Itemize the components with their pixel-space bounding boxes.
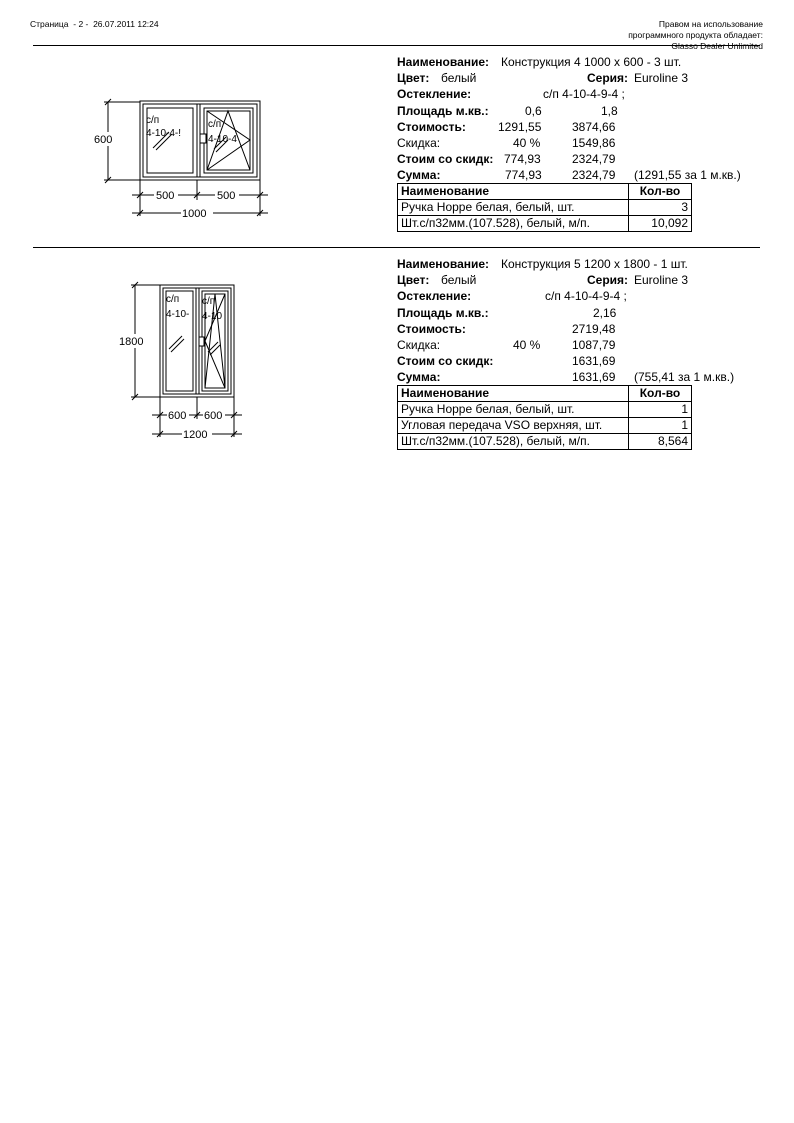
item-qty: 1 [629, 418, 692, 434]
construction-4-drawing [90, 92, 280, 227]
total-width-dim-label: 1200 [183, 429, 208, 441]
sum-label: Сумма: [397, 370, 441, 385]
rights-notice [533, 19, 763, 52]
disc-cost-row [397, 354, 767, 370]
turn-opening-lines [205, 294, 225, 388]
area-row [397, 104, 767, 120]
left-glass-label: с/п [166, 294, 180, 305]
name-row [397, 55, 767, 71]
name-value: Конструкция 5 1200 х 1800 - 1 шт. [501, 257, 688, 271]
table-row [398, 200, 692, 216]
sum-label: Сумма: [397, 168, 441, 183]
area-total: 2,16 [593, 305, 617, 320]
item-name: Ручка Hoppe белая, белый, шт. [398, 402, 629, 418]
sum-note: (1291,55 за 1 м.кв.) [634, 168, 741, 183]
sum-note: (755,41 за 1 м.кв.) [634, 370, 735, 385]
right-glass-spec: 4-10-4 [208, 134, 237, 145]
part1-dim-label: 600 [168, 410, 187, 422]
color-value: белый [441, 273, 477, 288]
construction-5-accessories-table [397, 385, 692, 450]
color-row [397, 71, 767, 87]
rights-line-3: Glasso Dealer Unlimited [671, 41, 763, 51]
rights-line-2: программного продукта обладает: [628, 30, 763, 40]
part1-dim-label: 500 [156, 190, 175, 202]
name-label: Наименование: [397, 55, 490, 69]
left-glass-label: с/п [146, 115, 160, 126]
discount-total: 1087,79 [572, 337, 616, 352]
glazing-value: с/п 4-10-4-9-4 ; [545, 289, 627, 304]
right-glass-label: с/п [202, 296, 216, 307]
item-name: Шт.с/п32мм.(107.528), белый, м/п. [398, 434, 629, 450]
sum-total: 1631,69 [572, 370, 616, 385]
sum-unit: 774,93 [505, 168, 542, 183]
item-qty: 1 [629, 402, 692, 418]
header-divider [33, 45, 760, 46]
item-qty: 8,564 [629, 434, 692, 450]
table-header-row [398, 386, 692, 402]
name-label: Наименование: [397, 257, 490, 271]
series-label: Серия: [587, 273, 629, 288]
table-header-row [398, 184, 692, 200]
series-label: Серия: [587, 71, 629, 86]
rights-line-1: Правом на использование [658, 19, 763, 29]
glazing-value: с/п 4-10-4-9-4 ; [543, 87, 625, 102]
area-label: Площадь м.кв.: [397, 103, 489, 118]
height-dim-label: 600 [94, 134, 113, 146]
name-value: Конструкция 4 1000 х 600 - 3 шт. [501, 55, 682, 69]
col-header-qty: Кол-во [629, 184, 692, 200]
disc-cost-total: 2324,79 [572, 152, 616, 167]
color-value: белый [441, 71, 477, 86]
glazing-row [397, 289, 767, 305]
col-header-name: Наименование [398, 184, 629, 200]
discount-percent: 40 % [513, 135, 541, 150]
cost-row [397, 322, 767, 338]
area-total: 1,8 [601, 103, 618, 118]
total-width-dim-label: 1000 [182, 208, 207, 220]
height-dim-label: 1800 [119, 336, 144, 348]
table-row [398, 434, 692, 450]
cost-row [397, 120, 767, 136]
discount-row [397, 136, 767, 152]
discount-total: 1549,86 [572, 135, 616, 150]
left-glass-spec: 4-10- [166, 309, 190, 320]
sum-total: 2324,79 [572, 168, 616, 183]
series-value: Euroline 3 [634, 71, 689, 86]
construction-4-accessories-table [397, 183, 692, 232]
col-header-qty: Кол-во [629, 386, 692, 402]
page-info: Страница - 2 - 26.07.2011 12:24 [30, 19, 159, 29]
item-name: Шт.с/п32мм.(107.528), белый, м/п. [398, 216, 629, 232]
glazing-row [397, 87, 767, 103]
discount-label: Скидка: [397, 337, 441, 352]
color-label: Цвет: [397, 273, 430, 288]
discount-row [397, 338, 767, 354]
discount-label: Скидка: [397, 135, 441, 150]
tilt-opening-lines [205, 294, 225, 388]
color-row [397, 273, 767, 289]
part2-dim-label: 500 [217, 190, 236, 202]
item-qty: 3 [629, 200, 692, 216]
disc-cost-row [397, 152, 767, 168]
cost-total: 3874,66 [572, 119, 616, 134]
construction-5-drawing [110, 277, 250, 447]
disc-cost-total: 1631,69 [572, 354, 616, 369]
glazing-label: Остекление: [397, 87, 472, 102]
part2-dim-label: 600 [204, 410, 223, 422]
disc-cost-label: Стоим со скидк: [397, 152, 494, 167]
disc-cost-unit: 774,93 [504, 152, 541, 167]
left-glass-spec: 4-10-4-! [146, 128, 182, 139]
area-row [397, 306, 767, 322]
right-glass-spec: 4-10 [202, 311, 223, 322]
construction-4-info [397, 55, 767, 185]
name-row [397, 257, 767, 273]
area-unit: 0,6 [525, 103, 542, 118]
item-name: Угловая передача VSO верхняя, шт. [398, 418, 629, 434]
right-glass-label: с/п [208, 119, 222, 130]
handle-icon [199, 337, 204, 346]
table-row [398, 402, 692, 418]
section-divider [33, 247, 760, 248]
area-label: Площадь м.кв.: [397, 305, 489, 320]
cost-total: 2719,48 [572, 321, 616, 336]
item-name: Ручка Hoppe белая, белый, шт. [398, 200, 629, 216]
discount-percent: 40 % [513, 337, 541, 352]
table-row [398, 418, 692, 434]
col-header-name: Наименование [398, 386, 629, 402]
glazing-label: Остекление: [397, 289, 472, 304]
construction-5-info [397, 257, 767, 387]
handle-icon [200, 134, 206, 143]
cost-unit: 1291,55 [498, 119, 542, 134]
table-row [398, 216, 692, 232]
color-label: Цвет: [397, 71, 430, 86]
series-value: Euroline 3 [634, 273, 689, 288]
cost-label: Стоимость: [397, 321, 466, 336]
disc-cost-label: Стоим со скидк: [397, 354, 494, 369]
item-qty: 10,092 [629, 216, 692, 232]
cost-label: Стоимость: [397, 119, 466, 134]
